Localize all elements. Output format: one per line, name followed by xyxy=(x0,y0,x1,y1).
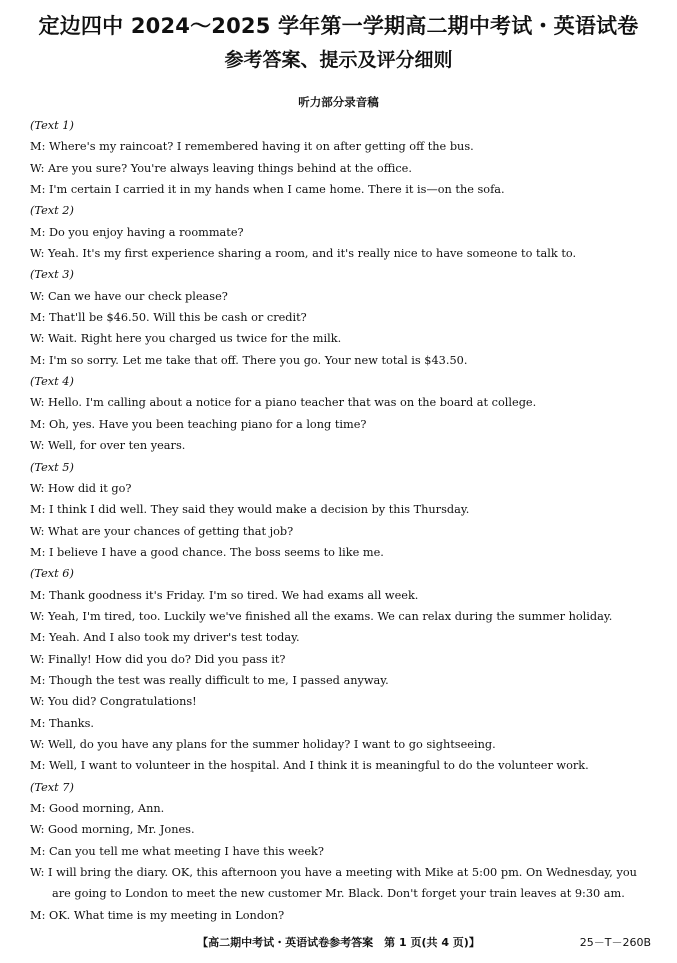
transcript-line: W: Well, do you have any plans for the summer holiday? I want to go sightseeing. xyxy=(30,737,496,751)
document-title: 定边四中 2024～2025 学年第一学期高二期中考试・英语试卷 xyxy=(38,14,639,38)
footer-code: 25－T－260B xyxy=(579,936,651,949)
page-footer xyxy=(0,935,677,951)
transcript-line: W: Yeah, I'm tired, too. Luckily we've finished all the exams. We can relax during the summer holiday. xyxy=(30,609,613,623)
transcript-body xyxy=(30,115,655,926)
transcript-line: M: Good morning, Ann. xyxy=(30,802,165,815)
transcript-line: M: Though the test was really difficult to me, I passed anyway. xyxy=(30,673,389,687)
transcript-line: M: Yeah. And I also took my driver's test today. xyxy=(30,631,300,645)
transcript-line: W: Are you sure? You're always leaving things behind at the office. xyxy=(30,161,412,175)
transcript-line: M: I'm so sorry. Let me take that off. There you go. Your new total is $43.50. xyxy=(30,353,468,367)
text-section-header: (Text 3) xyxy=(30,268,74,282)
transcript-line: W: What are your chances of getting that job? xyxy=(30,524,294,538)
text-section-header: (Text 2) xyxy=(30,204,74,218)
section-title: 听力部分录音稿 xyxy=(298,95,379,109)
text-section-header: (Text 6) xyxy=(30,567,74,581)
transcript-line: W: Yeah. It's my first experience sharing a room, and it's really nice to have someone to talk to. xyxy=(30,247,577,261)
transcript-line: M: Thank goodness it's Friday. I'm so tired. We had exams all week. xyxy=(30,588,419,602)
transcript-line: W: Well, for over ten years. xyxy=(30,439,186,453)
transcript-line: M: Well, I want to volunteer in the hospital. And I think it is meaningful to do the volunteer work. xyxy=(30,759,589,773)
transcript-line: W: Good morning, Mr. Jones. xyxy=(30,823,195,837)
document-subtitle: 参考答案、提示及评分细则 xyxy=(224,49,453,71)
footer-page-info: 【高二期中考试・英语试卷参考答案 第 1 页(共 4 页)】 xyxy=(197,936,480,949)
transcript-line: M: Do you enjoy having a roommate? xyxy=(30,225,244,239)
transcript-line: W: Can we have our check please? xyxy=(30,289,228,303)
transcript-line: M: That'll be $46.50. Will this be cash or credit? xyxy=(30,311,307,325)
transcript-line: M: I'm certain I carried it in my hands when I came home. There it is—on the sofa. xyxy=(30,183,505,197)
transcript-line: W: How did it go? xyxy=(30,481,132,495)
transcript-line: W: Finally! How did you do? Did you pass it? xyxy=(30,652,286,666)
transcript-line: M: Thanks. xyxy=(30,716,95,730)
transcript-line: W: Wait. Right here you charged us twice for the milk. xyxy=(30,332,342,346)
text-section-header: (Text 1) xyxy=(30,119,74,132)
text-section-header: (Text 7) xyxy=(30,780,74,794)
transcript-line: W: I will bring the diary. OK, this afternoon you have a meeting with Mike at 5:00 pm. On Wednesday, you xyxy=(30,866,637,880)
transcript-line: W: You did? Congratulations! xyxy=(30,695,197,709)
transcript-line: M: Oh, yes. Have you been teaching piano for a long time? xyxy=(30,417,367,431)
text-section-header: (Text 5) xyxy=(30,460,74,474)
transcript-line: M: OK. What time is my meeting in London? xyxy=(30,908,285,922)
transcript-line: are going to London to meet the new customer Mr. Black. Don't forget your train leaves at 9:30 am. xyxy=(52,887,625,901)
text-section-header: (Text 4) xyxy=(30,375,74,389)
transcript-line: M: Can you tell me what meeting I have this week? xyxy=(30,844,324,858)
transcript-line: M: Where's my raincoat? I remembered having it on after getting off the bus. xyxy=(30,140,474,154)
transcript-line: M: I think I did well. They said they would make a decision by this Thursday. xyxy=(30,503,470,517)
transcript-line: M: I believe I have a good chance. The boss seems to like me. xyxy=(30,545,384,559)
transcript-line: W: Hello. I'm calling about a notice for a piano teacher that was on the board at college. xyxy=(30,396,537,410)
